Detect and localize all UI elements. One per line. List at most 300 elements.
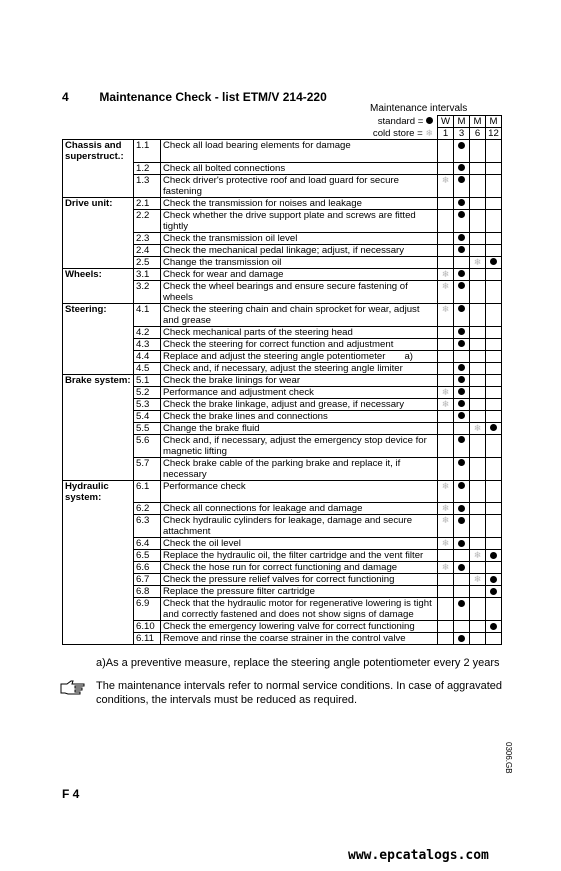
interval-cell [438, 398, 454, 410]
item-text: Check whether the drive support plate and screws are fitted tightly [163, 209, 416, 232]
interval-cell [486, 503, 502, 515]
item-number: 5.2 [134, 386, 161, 398]
interval-cell [470, 197, 486, 209]
interval-cell [486, 197, 502, 209]
interval-cell [486, 434, 502, 457]
item-number: 2.1 [134, 197, 161, 209]
item-text: Check the oil level [163, 538, 241, 549]
interval-cell [470, 422, 486, 434]
group-cell [63, 209, 134, 232]
interval-cell [486, 338, 502, 350]
table-row [63, 457, 502, 480]
group-cell [63, 338, 134, 350]
table-row [63, 162, 502, 174]
item-text: Check the brake lines and connections [163, 410, 328, 422]
interval-cell [470, 303, 486, 326]
item-number: 5.6 [134, 434, 161, 457]
item-description [161, 303, 438, 326]
item-description [161, 621, 438, 633]
filled-circle-icon [458, 388, 465, 395]
filled-circle-icon [458, 199, 465, 206]
item-number: 5.4 [134, 410, 161, 422]
item-number: 5.1 [134, 374, 161, 386]
interval-cell [486, 268, 502, 280]
group-cell [63, 398, 134, 410]
interval-cell [486, 326, 502, 338]
item-number: 3.1 [134, 268, 161, 280]
item-description [161, 562, 438, 574]
item-number: 2.3 [134, 232, 161, 244]
interval-cell [470, 362, 486, 374]
group-label: Hydraulic system: [63, 480, 134, 503]
table-row [63, 350, 502, 362]
interval-cell [454, 386, 470, 398]
interval-cell [438, 574, 454, 586]
filled-circle-icon [458, 564, 465, 571]
interval-cell [486, 621, 502, 633]
interval-cell [454, 457, 470, 480]
item-description [161, 209, 438, 232]
item-number: 1.1 [134, 140, 161, 163]
interval-cell [438, 303, 454, 326]
item-number: 6.3 [134, 515, 161, 538]
item-number: 2.5 [134, 256, 161, 268]
note-text: The maintenance intervals refer to normal service conditions. In case of aggravated conditions, the intervals must be reduced as required. [96, 680, 502, 706]
interval-cell [438, 598, 454, 621]
item-number: 4.3 [134, 338, 161, 350]
interval-cell [438, 480, 454, 503]
item-number: 4.2 [134, 326, 161, 338]
filled-circle-icon [458, 340, 465, 347]
item-text: Check the hose run for correct functioning and damage [163, 562, 398, 573]
snowflake-icon: ❄ [441, 174, 450, 185]
interval-cell [438, 174, 454, 197]
filled-circle-icon [458, 400, 465, 407]
interval-cell [470, 386, 486, 398]
interval-cell [454, 244, 470, 256]
item-description [161, 457, 438, 480]
interval-cell [470, 633, 486, 645]
interval-cell [470, 503, 486, 515]
item-text: Check the wheel bearings and ensure secure fastening of wheels [163, 280, 408, 303]
group-label: Wheels: [63, 268, 134, 280]
table-row [63, 503, 502, 515]
table-row [63, 515, 502, 538]
item-number: 6.7 [134, 574, 161, 586]
item-text: Check the steering chain and chain sprocket for wear, adjust and grease [163, 303, 420, 326]
interval-cell [454, 338, 470, 350]
filled-circle-icon [458, 270, 465, 277]
item-text: Check the pressure relief valves for correct functioning [163, 574, 395, 585]
table-row [63, 410, 502, 422]
item-text: Check the mechanical pedal linkage; adjust, if necessary [163, 244, 405, 256]
interval-cell [486, 410, 502, 422]
interval-cell [486, 209, 502, 232]
interval-cell [470, 174, 486, 197]
item-description [161, 515, 438, 538]
item-number: 3.2 [134, 280, 161, 303]
intervals-title: Maintenance intervals [370, 103, 468, 114]
item-number: 6.10 [134, 621, 161, 633]
interval-cell [438, 422, 454, 434]
table-row [63, 538, 502, 550]
interval-cell [438, 256, 454, 268]
item-text: Check and, if necessary, adjust the steering angle limiter [163, 362, 403, 374]
interval-cell [486, 374, 502, 386]
filled-circle-icon [490, 552, 497, 559]
item-description [161, 434, 438, 457]
interval-cell [470, 232, 486, 244]
item-text: Check all load bearing elements for damage [163, 140, 351, 151]
footnote-ref: a) [404, 350, 413, 362]
interval-cell [486, 562, 502, 574]
interval-cell [470, 140, 486, 163]
table-row [63, 550, 502, 562]
footnote: a)As a preventive measure, replace the steering angle potentiometer every 2 years [96, 657, 500, 669]
interval-header-bottom: 12 [486, 128, 502, 140]
interval-cell [486, 550, 502, 562]
interval-cell [454, 633, 470, 645]
interval-cell [454, 268, 470, 280]
interval-header-bottom: 6 [470, 128, 486, 140]
interval-cell [486, 362, 502, 374]
filled-circle-icon [490, 588, 497, 595]
interval-cell [438, 280, 454, 303]
group-cell [63, 503, 134, 515]
interval-cell [438, 457, 454, 480]
item-description [161, 362, 438, 374]
interval-cell [438, 362, 454, 374]
filled-circle-icon [458, 305, 465, 312]
interval-cell [438, 374, 454, 386]
item-description [161, 598, 438, 621]
item-number: 6.1 [134, 480, 161, 503]
item-description [161, 326, 438, 338]
interval-cell [470, 538, 486, 550]
interval-cell [454, 480, 470, 503]
group-label: Steering: [63, 303, 134, 326]
interval-cell [470, 434, 486, 457]
interval-cell [438, 515, 454, 538]
interval-cell [486, 574, 502, 586]
item-description [161, 338, 438, 350]
table-row [63, 174, 502, 197]
item-number: 6.9 [134, 598, 161, 621]
interval-cell [438, 232, 454, 244]
interval-cell [454, 140, 470, 163]
interval-cell [438, 350, 454, 362]
interval-cell [470, 410, 486, 422]
item-text: Check the emergency lowering valve for correct functioning [163, 621, 415, 632]
interval-cell [454, 586, 470, 598]
interval-cell [454, 598, 470, 621]
item-number: 5.3 [134, 398, 161, 410]
interval-cell [454, 538, 470, 550]
pointing-hand-icon [60, 679, 86, 695]
filled-circle-icon [458, 517, 465, 524]
item-text: Performance check [163, 480, 246, 492]
interval-cell [454, 374, 470, 386]
interval-cell [454, 326, 470, 338]
interval-cell [438, 162, 454, 174]
group-label: Drive unit: [63, 197, 134, 209]
table-row [63, 232, 502, 244]
interval-header-bottom: 3 [454, 128, 470, 140]
item-description [161, 586, 438, 598]
item-number: 6.11 [134, 633, 161, 645]
group-cell [63, 515, 134, 538]
filled-circle-icon [458, 328, 465, 335]
interval-cell [438, 386, 454, 398]
interval-cell [470, 256, 486, 268]
interval-cell [454, 197, 470, 209]
interval-cell [470, 480, 486, 503]
interval-cell [486, 398, 502, 410]
interval-cell [454, 174, 470, 197]
item-text: Check that the hydraulic motor for regenerative lowering is tight and correctly fastened and does not show signs of damage [163, 598, 432, 620]
interval-header-bottom: 1 [438, 128, 454, 140]
interval-cell [438, 586, 454, 598]
interval-cell [438, 197, 454, 209]
interval-cell [438, 550, 454, 562]
interval-cell [470, 374, 486, 386]
snowflake-icon: ❄ [425, 127, 433, 138]
interval-header-top: W [438, 116, 454, 128]
table-row [63, 280, 502, 303]
filled-circle-icon [490, 424, 497, 431]
group-cell [63, 598, 134, 621]
item-description [161, 162, 438, 174]
filled-circle-icon [458, 142, 465, 149]
interval-cell [454, 515, 470, 538]
legend-row-standard [63, 116, 502, 128]
interval-cell [438, 209, 454, 232]
interval-cell [486, 232, 502, 244]
item-number: 1.2 [134, 162, 161, 174]
item-description [161, 256, 438, 268]
interval-cell [470, 550, 486, 562]
filled-circle-icon [458, 635, 465, 642]
snowflake-icon: ❄ [441, 398, 450, 409]
interval-cell [486, 162, 502, 174]
snowflake-icon: ❄ [441, 280, 450, 291]
interval-cell [470, 244, 486, 256]
section-number: 4 [62, 90, 69, 104]
table-row [63, 480, 502, 503]
item-description [161, 232, 438, 244]
interval-cell [438, 434, 454, 457]
snowflake-icon: ❄ [441, 268, 450, 279]
filled-circle-icon [458, 600, 465, 607]
section-title: Maintenance Check - list ETM/V 214-220 [99, 90, 327, 104]
item-text: Check all bolted connections [163, 162, 286, 174]
item-description [161, 244, 438, 256]
interval-cell [486, 457, 502, 480]
interval-cell [470, 350, 486, 362]
interval-cell [454, 550, 470, 562]
item-text: Performance and adjustment check [163, 386, 314, 398]
group-cell [63, 621, 134, 633]
group-cell [63, 434, 134, 457]
interval-cell [470, 338, 486, 350]
snowflake-icon: ❄ [473, 422, 482, 433]
group-cell [63, 350, 134, 362]
item-text: Change the brake fluid [163, 422, 260, 434]
interval-cell [454, 280, 470, 303]
filled-circle-icon [458, 482, 465, 489]
interval-cell [438, 140, 454, 163]
snowflake-icon: ❄ [441, 562, 450, 572]
item-text: Replace the pressure filter cartridge [163, 586, 315, 597]
item-text: Check driver's protective roof and load guard for secure fastening [163, 174, 399, 197]
filled-circle-icon [458, 282, 465, 289]
interval-cell [486, 538, 502, 550]
item-text: Check brake cable of the parking brake and replace it, if necessary [163, 457, 401, 480]
snowflake-icon: ❄ [441, 515, 450, 525]
interval-cell [438, 503, 454, 515]
item-description [161, 197, 438, 209]
interval-cell [454, 398, 470, 410]
interval-cell [486, 515, 502, 538]
interval-cell [454, 434, 470, 457]
filled-circle-icon [458, 505, 465, 512]
snowflake-icon: ❄ [473, 574, 482, 584]
interval-cell [438, 562, 454, 574]
group-cell [63, 256, 134, 268]
filled-circle-icon [458, 164, 465, 171]
interval-cell [486, 598, 502, 621]
item-description [161, 398, 438, 410]
item-text: Check and, if necessary, adjust the emergency stop device for magnetic lifting [163, 434, 427, 457]
interval-cell [470, 621, 486, 633]
group-cell [63, 362, 134, 374]
item-description [161, 410, 438, 422]
group-cell [63, 280, 134, 303]
interval-cell [470, 515, 486, 538]
group-cell [63, 422, 134, 434]
item-text: Remove and rinse the coarse strainer in the control valve [163, 633, 406, 644]
interval-cell [454, 256, 470, 268]
interval-cell [486, 244, 502, 256]
interval-cell [454, 350, 470, 362]
table-row [63, 140, 502, 163]
interval-cell [454, 503, 470, 515]
item-number: 2.4 [134, 244, 161, 256]
item-number: 5.5 [134, 422, 161, 434]
item-description [161, 480, 438, 503]
item-text: Check the transmission for noises and leakage [163, 197, 362, 209]
item-number: 6.8 [134, 586, 161, 598]
filled-circle-icon [458, 436, 465, 443]
interval-cell [438, 621, 454, 633]
document-code: 0306.GB [504, 742, 513, 774]
interval-cell [486, 633, 502, 645]
filled-circle-icon [458, 376, 465, 383]
cold-store-legend-label: cold store = [372, 127, 423, 139]
interval-cell [486, 140, 502, 163]
item-number: 5.7 [134, 457, 161, 480]
item-text: Replace the hydraulic oil, the filter cartridge and the vent filter [163, 550, 424, 561]
snowflake-icon: ❄ [441, 538, 450, 548]
item-description [161, 374, 438, 386]
interval-cell [438, 633, 454, 645]
table-row [63, 209, 502, 232]
table-row [63, 374, 502, 386]
table-row [63, 326, 502, 338]
filled-circle-icon [458, 234, 465, 241]
interval-cell [470, 268, 486, 280]
table-row [63, 621, 502, 633]
interval-cell [438, 326, 454, 338]
group-cell [63, 410, 134, 422]
filled-circle-icon [458, 540, 465, 547]
item-number: 4.5 [134, 362, 161, 374]
table-row [63, 244, 502, 256]
item-text: Check the brake linkage, adjust and grease, if necessary [163, 398, 405, 410]
interval-cell [486, 174, 502, 197]
interval-cell [470, 574, 486, 586]
item-number: 6.6 [134, 562, 161, 574]
table-row [63, 303, 502, 326]
group-cell [63, 457, 134, 480]
interval-cell [470, 326, 486, 338]
item-description [161, 633, 438, 645]
snowflake-icon: ❄ [473, 550, 482, 560]
maintenance-table [62, 115, 502, 645]
table-row [63, 598, 502, 621]
interval-cell [486, 350, 502, 362]
interval-cell [470, 209, 486, 232]
filled-circle-icon [490, 623, 497, 630]
interval-cell [486, 256, 502, 268]
item-text: Check the transmission oil level [163, 232, 298, 244]
item-text: Check mechanical parts of the steering head [163, 326, 353, 338]
interval-cell [438, 410, 454, 422]
page-label: F 4 [62, 787, 80, 801]
group-cell [63, 586, 134, 598]
filled-circle-icon [458, 246, 465, 253]
item-number: 4.4 [134, 350, 161, 362]
item-number: 2.2 [134, 209, 161, 232]
interval-cell [470, 162, 486, 174]
interval-cell [470, 398, 486, 410]
filled-circle-icon [490, 576, 497, 583]
table-row [63, 338, 502, 350]
group-cell [63, 244, 134, 256]
table-row [63, 562, 502, 574]
snowflake-icon: ❄ [441, 503, 450, 513]
website-watermark: www.epcatalogs.com [348, 848, 489, 863]
interval-cell [438, 338, 454, 350]
item-text: Check hydraulic cylinders for leakage, damage and secure attachment [163, 515, 413, 537]
item-description [161, 174, 438, 197]
filled-circle-icon [458, 211, 465, 218]
table-row [63, 422, 502, 434]
interval-cell [486, 422, 502, 434]
table-row [63, 633, 502, 645]
item-number: 1.3 [134, 174, 161, 197]
interval-cell [486, 480, 502, 503]
item-description [161, 280, 438, 303]
interval-cell [454, 410, 470, 422]
interval-cell [454, 303, 470, 326]
interval-cell [438, 244, 454, 256]
item-text: Change the transmission oil [163, 256, 282, 268]
item-description [161, 538, 438, 550]
item-text: Check for wear and damage [163, 268, 284, 280]
group-cell [63, 562, 134, 574]
interval-cell [470, 586, 486, 598]
